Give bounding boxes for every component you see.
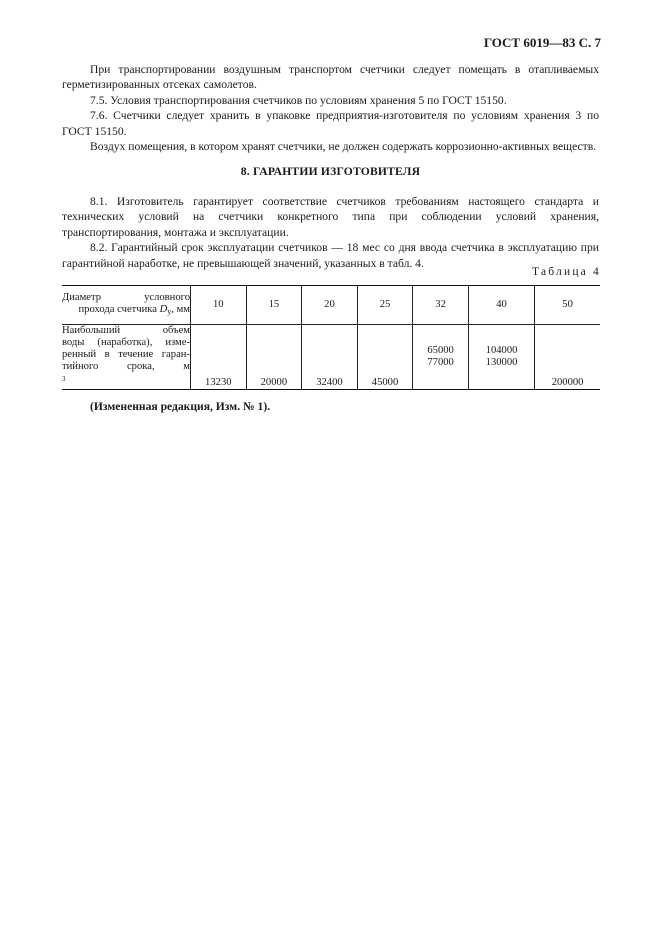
diameter-cell: 25 xyxy=(357,286,413,325)
paragraph: При транспортировании воздушным транспортом счетчики следует помещать в отапливаемых герметизированных отсеках самолетов. xyxy=(62,63,599,92)
table-4 xyxy=(62,285,600,390)
diameter-cell: 20 xyxy=(302,286,358,325)
volume-cell: 13230 xyxy=(191,325,247,390)
diameter-cell: 15 xyxy=(246,286,302,325)
table-header-row xyxy=(62,286,600,325)
paragraph-8-2: 8.2. Гарантийный срок эксплуатации счетчиков — 18 мес со дня ввода счетчика в эксплуатацию при гарантийной наработке, не превышающей значений, указанных в табл. 4. xyxy=(62,241,599,270)
diameter-cell: 32 xyxy=(413,286,469,325)
volume-cell: 65000 77000 xyxy=(413,325,469,390)
page-header: ГОСТ 6019—83 С. 7 xyxy=(483,35,601,50)
volume-cell: 32400 xyxy=(302,325,358,390)
amendment-note: (Измененная редакция, Изм. № 1). xyxy=(90,400,271,413)
paragraph: Воздух помещения, в котором хранят счетчики, не должен содержать коррозионно-активных веществ. xyxy=(90,140,597,154)
diameter-cell: 40 xyxy=(468,286,534,325)
paragraph-7-6: 7.6. Счетчики следует хранить в упаковке предприятия-изготовителя по условиям хранения 3 по ГОСТ 15150. xyxy=(62,109,599,138)
row-label-line: Наибольший объем xyxy=(62,325,190,336)
top-paragraphs xyxy=(62,62,599,154)
volume-cell: 200000 xyxy=(535,325,600,390)
section-paragraphs xyxy=(62,194,599,271)
volume-cell: 20000 xyxy=(246,325,302,390)
volume-cell: 104000 130000 xyxy=(468,325,534,390)
diameter-cell: 10 xyxy=(191,286,247,325)
row-label-line: тийного срока, м $^3$ xyxy=(62,361,190,383)
volume-cell: 45000 xyxy=(357,325,413,390)
paragraph-7-5: 7.5. Условия транспортирования счетчиков по условиям хранения 5 по ГОСТ 15150. xyxy=(90,93,507,107)
diameter-cell: 50 xyxy=(535,286,600,325)
row-label-line: воды (наработка), изме- xyxy=(62,337,190,348)
header-label-cell xyxy=(62,286,191,325)
table-caption: Таблица 4 xyxy=(532,266,601,278)
header-label-line: Диаметр условного xyxy=(62,292,190,303)
row-label-cell xyxy=(62,325,191,390)
paragraph-8-1: 8.1. Изготовитель гарантирует соответствие счетчиков требованиям настоящего стандарта и технических условий на счетчики конкретного типа при соблюдении условий хранения, транспортирования, монтажа и эксплуатации. xyxy=(62,195,599,239)
section-title: 8. ГАРАНТИИ ИЗГОТОВИТЕЛЯ xyxy=(240,165,421,178)
table-data-row xyxy=(62,325,600,390)
header-label-line: прохода счетчика $D_у$, мм xyxy=(78,304,190,316)
row-label-line: ренный в течение гаран- xyxy=(62,349,190,360)
